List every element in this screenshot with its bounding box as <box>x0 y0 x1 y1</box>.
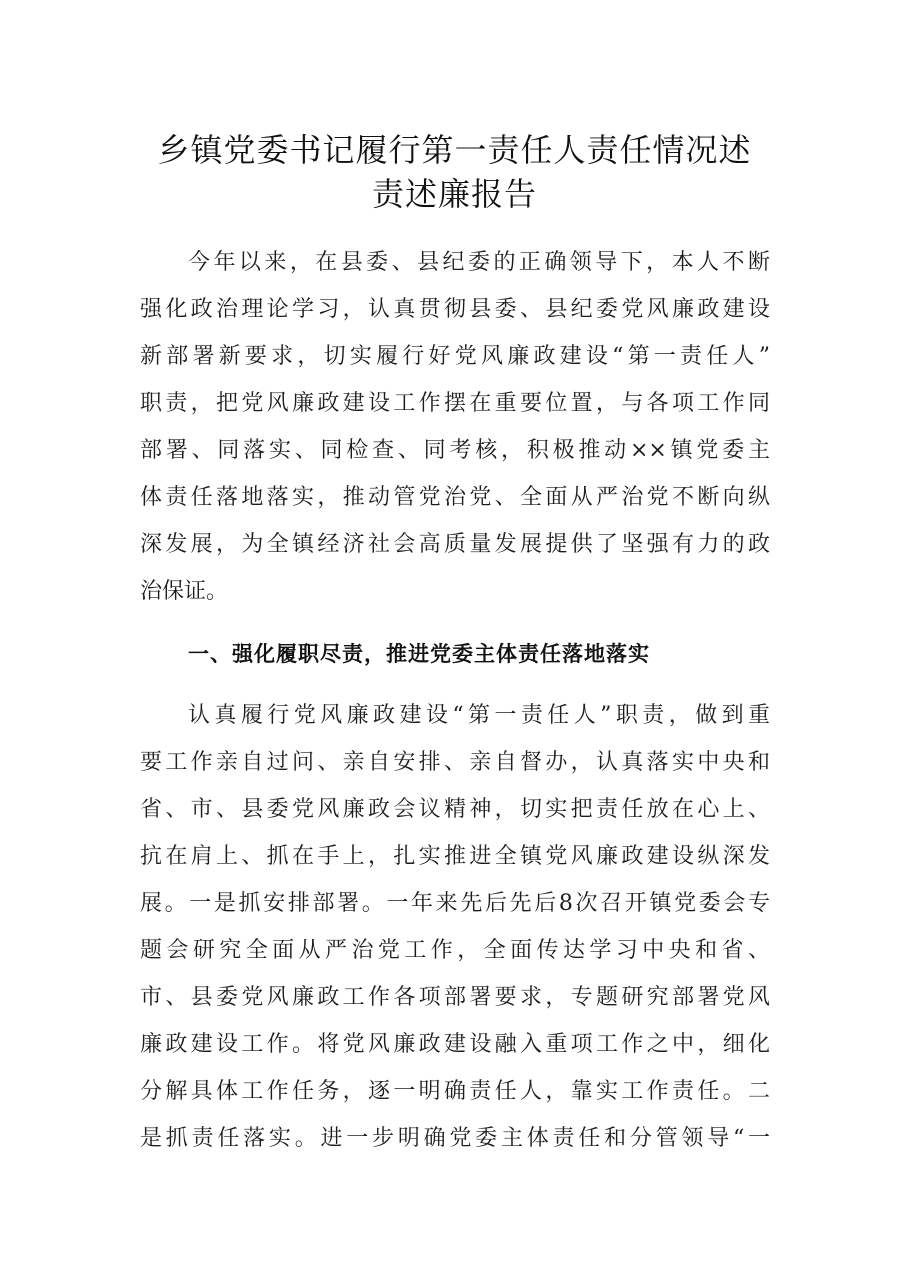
intro-line-3: 新部署新要求，切实履行好党风廉政建设“第一责任人” <box>140 344 770 369</box>
intro-line-5: 部署、同落实、同检查、同考核，积极推动××镇党委主 <box>140 438 770 463</box>
section-1-line-10: 是抓责任落实。进一步明确党委主体责任和分管领导“一 <box>140 1126 770 1151</box>
section-1-heading: 一、强化履职尽责，推进党委主体责任落地落实 <box>188 642 650 666</box>
intro-line-8: 治保证。 <box>140 579 229 604</box>
document-title-line-1: 乡镇党委书记履行第一责任人责任情况述 <box>157 131 752 169</box>
section-1-line-2: 要工作亲自过问、亲自安排、亲自督办，认真落实中央和 <box>140 750 770 775</box>
section-1-line-9: 分解具体工作任务，逐一明确责任人，靠实工作责任。二 <box>140 1079 770 1104</box>
intro-line-2: 强化政治理论学习，认真贯彻县委、县纪委党风廉政建设 <box>140 297 770 322</box>
intro-line-1: 今年以来，在县委、县纪委的正确领导下，本人不断 <box>188 250 770 275</box>
section-1-line-7: 市、县委党风廉政工作各项部署要求，专题研究部署党风 <box>140 985 770 1010</box>
section-1-line-3: 省、市、县委党风廉政会议精神，切实把责任放在心上、 <box>140 797 770 822</box>
section-1-line-6: 题会研究全面从严治党工作，全面传达学习中央和省、 <box>140 938 770 963</box>
intro-line-4: 职责，把党风廉政建设工作摆在重要位置，与各项工作同 <box>140 391 770 416</box>
intro-line-6: 体责任落地落实，推动管党治党、全面从严治党不断向纵 <box>140 485 770 510</box>
section-1-line-5: 展。一是抓安排部署。一年来先后先后8次召开镇党委会专 <box>140 891 770 916</box>
section-1-line-1: 认真履行党风廉政建设“第一责任人”职责，做到重 <box>188 703 770 728</box>
document-title-line-2: 责述廉报告 <box>371 175 537 213</box>
intro-line-7: 深发展，为全镇经济社会高质量发展提供了坚强有力的政 <box>140 532 770 557</box>
section-1-line-4: 抗在肩上、抓在手上，扎实推进全镇党风廉政建设纵深发 <box>140 844 770 869</box>
section-1-line-8: 廉政建设工作。将党风廉政建设融入重项工作之中，细化 <box>140 1032 770 1057</box>
